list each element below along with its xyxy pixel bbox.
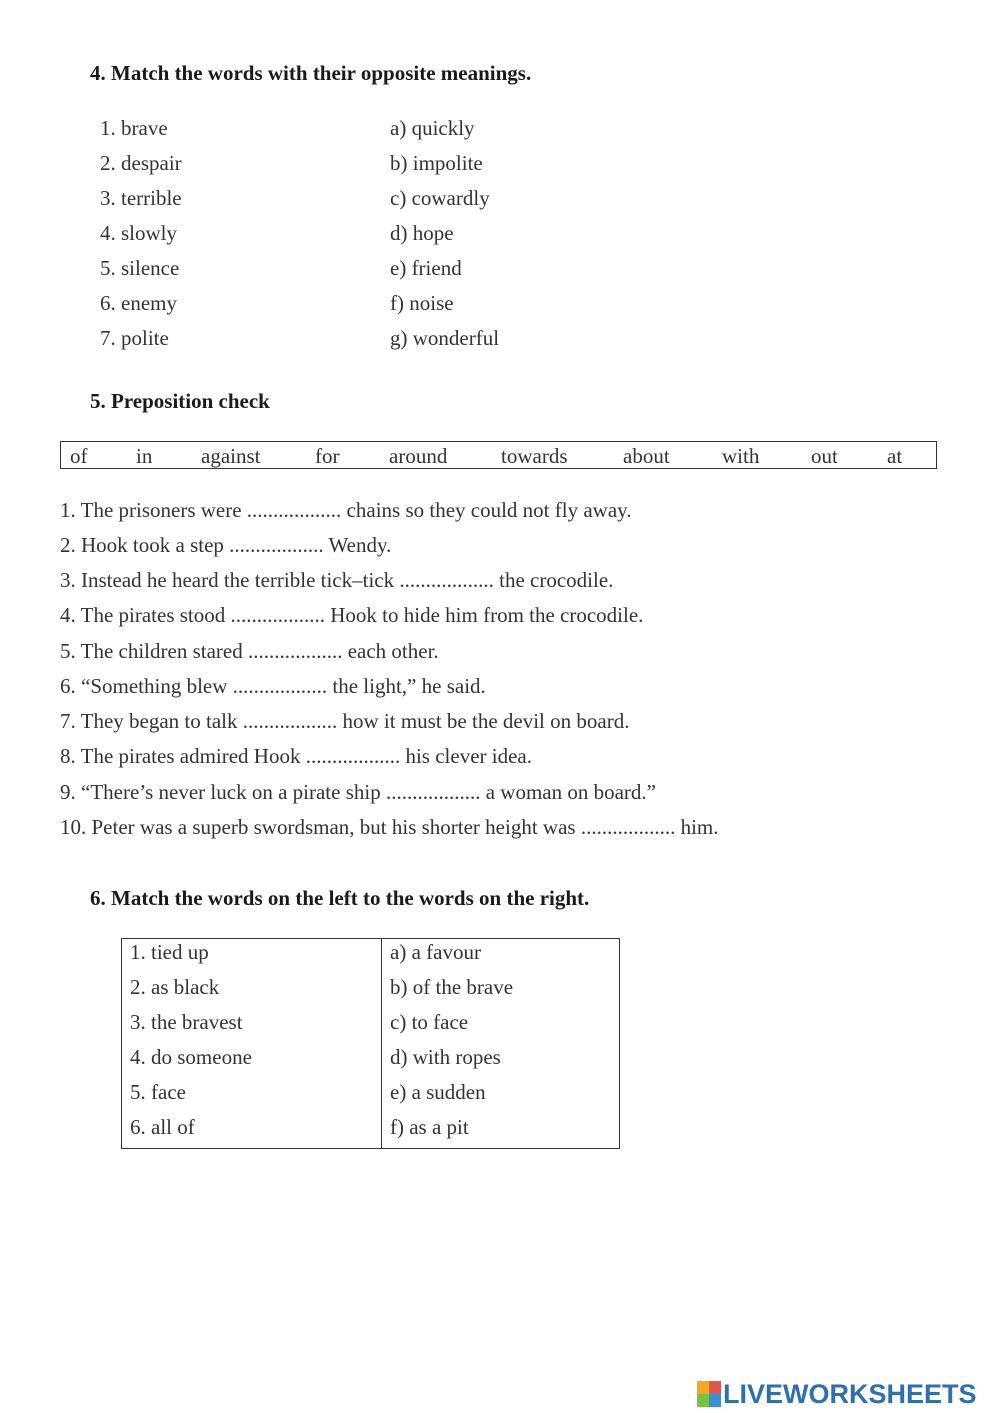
table-cell-right: e) a sudden <box>390 1080 486 1104</box>
word-bank-item: against <box>201 444 261 468</box>
list-item: f) noise <box>390 291 454 315</box>
word-bank <box>60 441 937 469</box>
word-bank-item: of <box>70 444 88 468</box>
logo-square-icon <box>697 1394 709 1407</box>
match-table <box>121 938 620 1149</box>
table-cell-right: b) of the brave <box>390 975 514 999</box>
table-cell-right: a) a favour <box>390 940 481 964</box>
word-bank-item: with <box>722 444 760 468</box>
word-bank-item: around <box>389 444 448 468</box>
logo-square-icon <box>709 1381 721 1394</box>
list-item: 3. terrible <box>100 186 182 210</box>
table-cell-left: 3. the bravest <box>130 1010 243 1034</box>
table-cell-left: 4. do someone <box>130 1045 252 1069</box>
list-item: e) friend <box>390 256 462 280</box>
section-4-heading: 4. Match the words with their opposite meanings. <box>90 61 532 85</box>
sentence: 5. The children stared .................. each other. <box>60 639 439 663</box>
list-item: 5. silence <box>100 256 180 280</box>
sentence: 1. The prisoners were .................. chains so they could not fly away. <box>60 498 632 522</box>
table-cell-left: 5. face <box>130 1080 186 1104</box>
list-item: a) quickly <box>390 116 475 140</box>
table-cell-right: d) with ropes <box>390 1045 501 1069</box>
sentence: 8. The pirates admired Hook .................. his clever idea. <box>60 744 532 768</box>
list-item: d) hope <box>390 221 454 245</box>
list-item: b) impolite <box>390 151 483 175</box>
list-item: 4. slowly <box>100 221 178 245</box>
table-cell-left: 2. as black <box>130 975 220 999</box>
sentence: 9. “There’s never luck on a pirate ship .................. a woman on board.” <box>60 780 656 804</box>
table-cell-right: f) as a pit <box>390 1115 469 1139</box>
word-bank-item: out <box>811 444 838 468</box>
brand-text: LIVEWORKSHEETS <box>723 1378 977 1409</box>
section-5-heading: 5. Preposition check <box>90 389 270 413</box>
table-cell-left: 1. tied up <box>130 940 209 964</box>
list-item: c) cowardly <box>390 186 490 210</box>
word-bank-item: towards <box>501 444 568 468</box>
word-bank-item: about <box>623 444 670 468</box>
table-cell-left: 6. all of <box>130 1115 195 1139</box>
liveworksheets-logo-icon <box>697 1381 721 1407</box>
sentence: 7. They began to talk .................. how it must be the devil on board. <box>60 709 630 733</box>
section-6-heading: 6. Match the words on the left to the words on the right. <box>90 886 590 910</box>
sentence: 3. Instead he heard the terrible tick–tick .................. the crocodile. <box>60 568 614 592</box>
word-bank-item: in <box>136 444 153 468</box>
list-item: 2. despair <box>100 151 182 175</box>
list-item: g) wonderful <box>390 326 500 350</box>
sentence: 4. The pirates stood .................. Hook to hide him from the crocodile. <box>60 603 644 627</box>
list-item: 6. enemy <box>100 291 177 315</box>
logo-square-icon <box>697 1381 709 1394</box>
word-bank-item: at <box>887 444 903 468</box>
table-cell-right: c) to face <box>390 1010 469 1034</box>
list-item: 7. polite <box>100 326 169 350</box>
liveworksheets-logo[interactable] <box>697 1377 977 1411</box>
word-bank-item: for <box>315 444 340 468</box>
list-item: 1. brave <box>100 116 168 140</box>
table-divider <box>381 939 382 1148</box>
logo-square-icon <box>709 1394 721 1407</box>
sentence: 2. Hook took a step .................. Wendy. <box>60 533 392 557</box>
sentence: 6. “Something blew .................. the light,” he said. <box>60 674 486 698</box>
sentence: 10. Peter was a superb swordsman, but his shorter height was .................. him. <box>60 815 719 839</box>
